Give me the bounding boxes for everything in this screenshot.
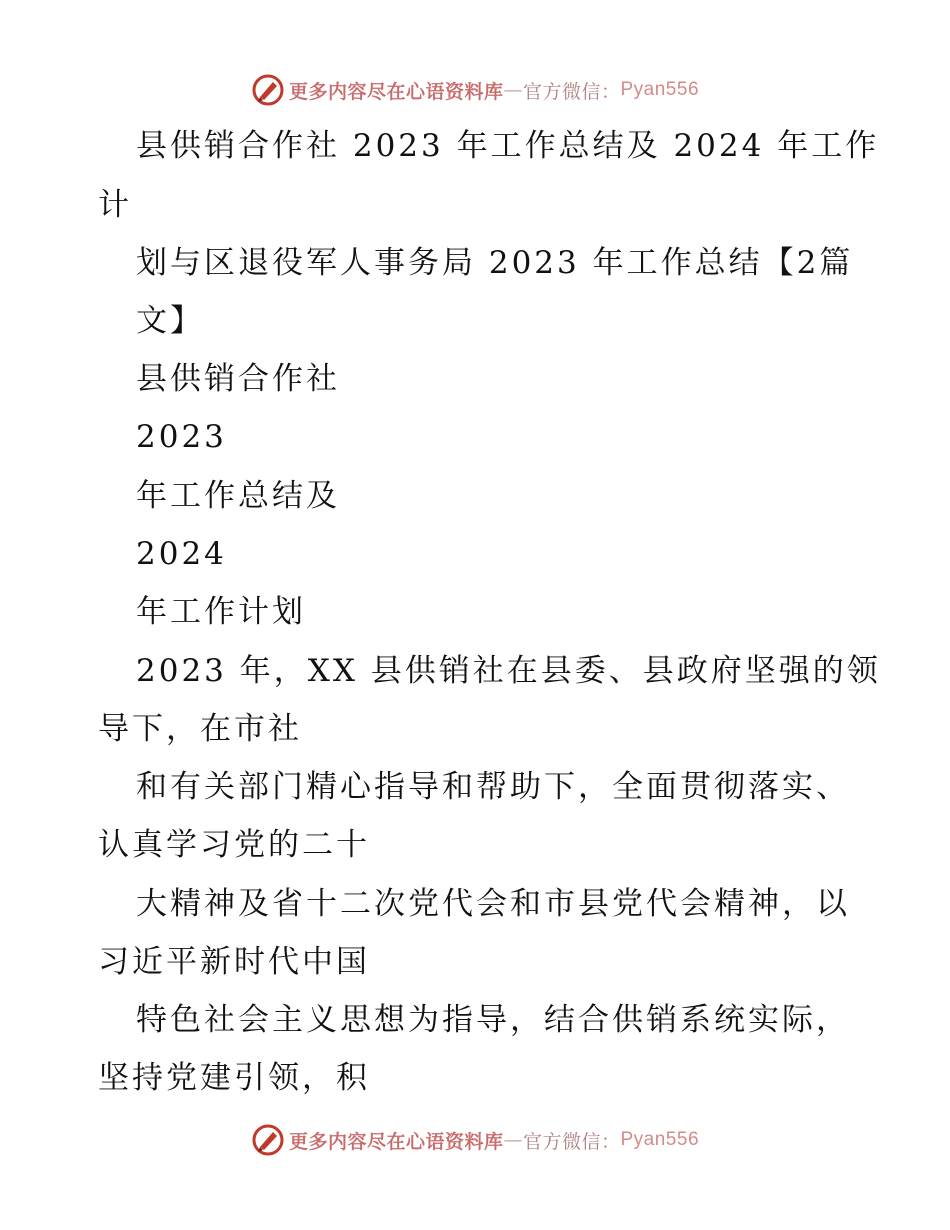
body-line: 和有关部门精心指导和帮助下，全面贯彻落实、 bbox=[136, 769, 850, 805]
body-line: 大精神及省十二次党代会和市县党代会精神，以 bbox=[136, 886, 850, 922]
body-line: 2023 bbox=[136, 419, 227, 455]
watermark-separator: — bbox=[503, 1129, 523, 1151]
body-line: 2023 年，XX 县供销社在县委、县政府坚强的领 bbox=[136, 653, 881, 689]
body-line: 文】 bbox=[136, 303, 204, 339]
watermark-wechat-label: 官方微信： bbox=[522, 1130, 621, 1153]
body-line: 习近平新时代中国 bbox=[98, 944, 370, 980]
watermark-main-text: 更多内容尽在心语资料库 bbox=[288, 1130, 504, 1153]
body-line: 2024 bbox=[136, 536, 227, 572]
body-line: 认真学习党的二十 bbox=[98, 827, 370, 863]
watermark-wechat-id: Pyan556 bbox=[620, 1129, 700, 1150]
pen-logo-icon bbox=[251, 1123, 285, 1157]
watermark-main-text: 更多内容尽在心语资料库 bbox=[288, 80, 504, 103]
body-line: 县供销合作社 2023 年工作总结及 2024 年工作 bbox=[136, 128, 880, 164]
body-line: 年工作计划 bbox=[136, 594, 306, 630]
body-line: 坚持党建引领，积 bbox=[98, 1060, 370, 1096]
body-line: 年工作总结及 bbox=[136, 478, 340, 514]
body-line: 划与区退役军人事务局 2023 年工作总结【2篇 bbox=[136, 245, 854, 281]
watermark-wechat-id: Pyan556 bbox=[620, 79, 700, 100]
body-line: 特色社会主义思想为指导，结合供销系统实际， bbox=[136, 1002, 850, 1038]
watermark-wechat-label: 官方微信： bbox=[522, 80, 621, 103]
footer-watermark bbox=[0, 1120, 950, 1160]
body-line: 导下，在市社 bbox=[98, 711, 302, 747]
body-line: 县供销合作社 bbox=[136, 361, 340, 397]
watermark-separator: — bbox=[503, 79, 523, 101]
body-line: 计 bbox=[98, 187, 132, 223]
